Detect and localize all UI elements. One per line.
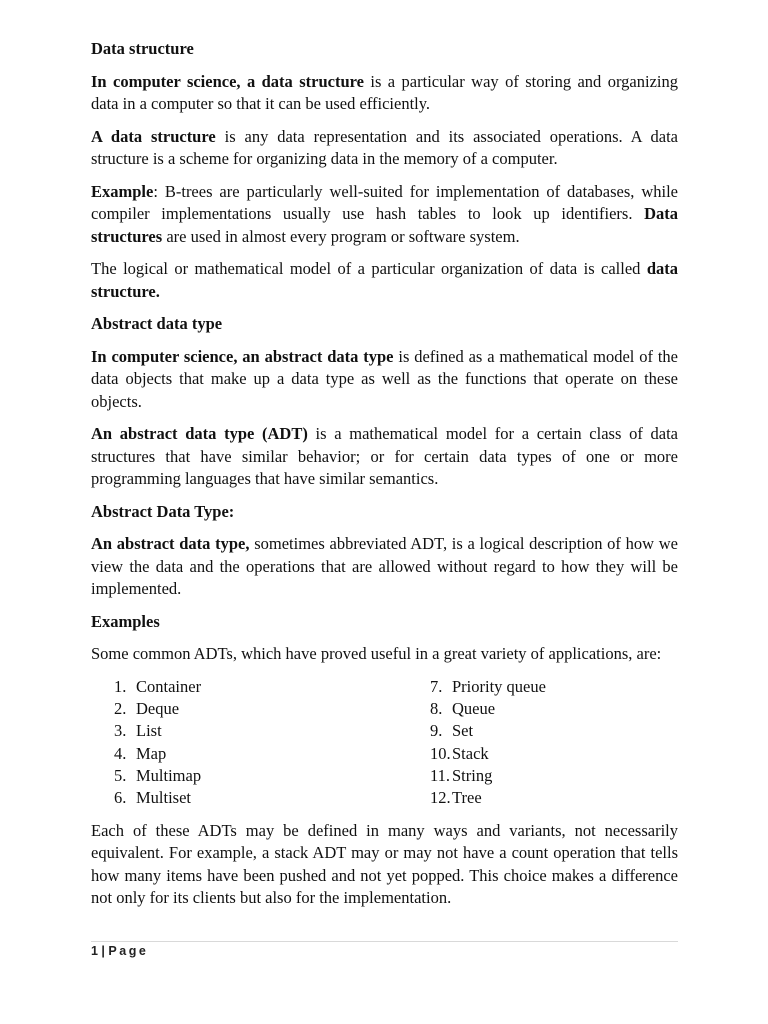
- list-item: [114, 720, 430, 742]
- heading-examples: Examples: [91, 611, 160, 631]
- list-label: Stack: [452, 743, 489, 763]
- list-label: Map: [136, 743, 167, 763]
- adt-list-left-column: [114, 676, 430, 810]
- list-item: [430, 698, 678, 720]
- paragraph-ds-representation: [91, 126, 678, 171]
- bold-phrase: In computer science, an abstract data type: [91, 346, 394, 366]
- list-number: 8.: [430, 698, 443, 718]
- adt-list-right-column: [430, 676, 678, 810]
- list-label: Deque: [136, 698, 180, 718]
- list-number: 3.: [114, 721, 127, 741]
- paragraph-adt-definition: [91, 346, 678, 414]
- bold-phrase: In computer science, a data structure: [91, 71, 364, 91]
- bold-phrase: data structure.: [91, 259, 678, 301]
- text: : B-trees are particularly well-suited for implementation of databases, while compiler implementations usually use hash tables to look up identifiers.: [91, 181, 678, 223]
- list-item: [114, 787, 430, 809]
- list-item: [114, 676, 430, 698]
- list-number: 4.: [114, 743, 127, 763]
- list-label: Queue: [452, 698, 496, 718]
- list-item: [430, 743, 678, 765]
- list-number: 11.: [430, 766, 451, 786]
- list-label: List: [136, 721, 162, 741]
- bold-phrase: An abstract data type,: [91, 534, 250, 553]
- text: is any data representation and its associated operations. A data structure is a scheme for organizing data in the memory of a computer.: [91, 126, 679, 168]
- list-number: 10.: [430, 743, 451, 763]
- list-number: 9.: [430, 721, 443, 741]
- list-item: [114, 698, 430, 720]
- text: sometimes abbreviated ADT, is a logical description of how we view the data and the operations that are allowed without regard to how they will be implemented.: [91, 534, 678, 598]
- list-number: 7.: [430, 676, 443, 696]
- list-item: [114, 765, 430, 787]
- text: are used in almost every program or software system.: [162, 226, 520, 246]
- list-number: 1.: [114, 676, 127, 696]
- page-separator: |: [97, 944, 109, 958]
- list-item: [430, 676, 678, 698]
- list-item: [430, 720, 678, 742]
- list-label: Multimap: [136, 766, 202, 786]
- heading-data-structure: Data structure: [91, 39, 194, 58]
- page-number: 1: [91, 944, 98, 958]
- paragraph-logical-model: [91, 258, 678, 303]
- paragraph-common-adts: Some common ADTs, which have proved useful in a great variety of applications, are:: [91, 644, 662, 663]
- paragraph-example: [91, 181, 678, 249]
- list-number: 5.: [114, 766, 127, 786]
- list-label: Priority queue: [452, 676, 546, 696]
- text: is a particular way of storing and organizing data in a computer so that it can be used efficiently.: [91, 71, 678, 113]
- paragraph-adt-model: [91, 423, 678, 491]
- document-page: [91, 38, 678, 920]
- bold-phrase: Data structures: [91, 204, 678, 246]
- list-item: [430, 765, 678, 787]
- heading-abstract-data-type: Abstract data type: [91, 314, 223, 333]
- adt-list: [91, 676, 678, 810]
- list-number: 6.: [114, 788, 127, 808]
- list-item: [430, 787, 678, 809]
- bold-phrase: An abstract data type (ADT): [91, 424, 308, 443]
- list-label: Multiset: [136, 788, 192, 808]
- list-label: Container: [136, 676, 202, 696]
- list-label: Set: [452, 721, 474, 741]
- heading-abstract-data-type-2: Abstract Data Type:: [91, 501, 235, 521]
- bold-phrase: A data structure: [91, 126, 216, 146]
- paragraph-ds-definition: [91, 71, 678, 116]
- text: The logical or mathematical model of a particular organization of data is called: [91, 259, 647, 278]
- list-label: Tree: [452, 788, 482, 808]
- list-number: 2.: [114, 698, 127, 718]
- bold-phrase: Example: [91, 181, 154, 201]
- list-item: [114, 743, 430, 765]
- list-label: String: [452, 766, 493, 786]
- list-number: 12.: [430, 788, 451, 808]
- page-footer: [91, 941, 678, 958]
- paragraph-adt-variants: Each of these ADTs may be defined in many ways and variants, not necessarily equivalent. For example, a stack ADT may or may not have a count operation that tells how many items have been pushed and not yet popped. This choice makes a difference not only for its clients but also for the implementation.: [91, 820, 678, 908]
- text: is defined as a mathematical model of the data objects that make up a data type as well as the functions that operate on these objects.: [91, 346, 678, 411]
- paragraph-adt-logical: [91, 533, 678, 601]
- page-label: Page: [108, 944, 149, 958]
- text: is a mathematical model for a certain class of data structures that have similar behavior; or for certain data types of one or more programming languages that have similar semantics.: [91, 424, 678, 488]
